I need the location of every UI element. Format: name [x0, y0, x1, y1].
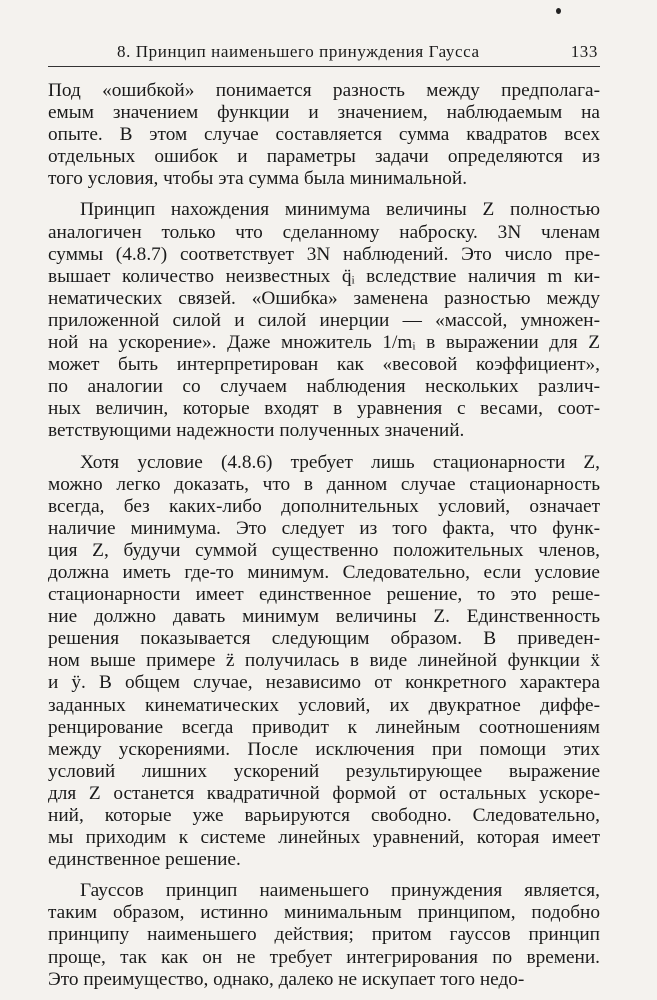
paragraph: [48, 880, 600, 990]
text-line: проще, так как он не требует интегрирования по времени.: [48, 946, 600, 968]
text-line: единственное решение.: [48, 849, 241, 871]
text-line: принципу наименьшего действия; притом гауссов принцип: [48, 924, 600, 946]
text-line: ных величин, которые входят в уравнения с весами, соот-: [48, 398, 600, 420]
text-line: стационарности имеет единственное решение, то это реше-: [48, 584, 600, 606]
text-line: между ускорениями. После исключения при помощи этих: [48, 738, 600, 760]
text-line: по аналогии со случаем наблюдения нескольких различ-: [48, 376, 600, 398]
text-line: Принцип нахождения минимума величины Z полностью: [80, 199, 600, 221]
text-line: Гауссов принцип наименьшего принуждения является,: [80, 880, 600, 902]
text-line: Это преимущество, однако, далеко не искупает того недо-: [48, 968, 525, 990]
text-line: для Z останется квадратичной формой от остальных ускоре-: [48, 782, 600, 804]
text-line: может быть интерпретирован как «весовой коэффициент»,: [48, 354, 600, 376]
text-line: ном выше примере z̈ получилась в виде линейной функции ẍ: [48, 650, 600, 672]
running-header: [48, 40, 600, 67]
text-line: мы приходим к системе линейных уравнений, которая имеет: [48, 827, 600, 849]
ink-speck: [556, 8, 561, 14]
text-line: отдельных ошибок и параметры задачи определяются из: [48, 146, 600, 168]
paragraph: [48, 80, 600, 190]
text-line: нематических связей. «Ошибка» заменена разностью между: [48, 287, 600, 309]
text-line: условий лишних ускорений результирующее выражение: [48, 760, 600, 782]
text-line: Под «ошибкой» понимается разность между предполага-: [48, 80, 600, 101]
text-line: ренцирование всегда приводит к линейным соотношениям: [48, 716, 600, 738]
text-line: опыте. В этом случае составляется сумма квадратов всех: [48, 124, 600, 146]
text-line: можно легко доказать, что в данном случае стационарность: [48, 473, 600, 495]
text-line: и ÿ. В общем случае, независимо от конкретного характера: [48, 672, 600, 694]
text-line: всегда, без каких-либо дополнительных условий, означает: [48, 495, 600, 517]
text-line: емым значением функции и значением, наблюдаемым на: [48, 102, 600, 124]
text-line: ние должно давать минимум величины Z. Единственность: [48, 606, 600, 628]
text-line: суммы (4.8.7) соответствует 3N наблюдений. Это число пре-: [48, 243, 600, 265]
text-line: ной на ускорение». Даже множитель 1/mᵢ в выражении для Z: [48, 332, 600, 354]
text-line: аналогичен только что сделанному наброску. 3N членам: [48, 221, 600, 243]
text-line: ция Z, будучи суммой существенно положительных членов,: [48, 539, 600, 561]
text-line: приложенной силой и силой инерции — «массой, умножен-: [48, 309, 600, 331]
text-line: должна иметь где-то минимум. Следовательно, если условие: [48, 561, 600, 583]
chapter-title: 8. Принцип наименьшего принуждения Гаусса: [117, 42, 480, 61]
text-line: того условия, чтобы эта сумма была минимальной.: [48, 168, 468, 190]
text-line: ветствующими надежности полученных значений.: [48, 420, 465, 442]
text-line: таким образом, истинно минимальным принципом, подобно: [48, 902, 600, 924]
body-text: [48, 80, 600, 991]
text-line: наличие минимума. Это следует из того факта, что функ-: [48, 517, 600, 539]
page-number: 133: [570, 42, 598, 61]
text-line: ний, которые уже варьируются свободно. Следовательно,: [48, 805, 600, 826]
paragraph: [48, 199, 600, 442]
text-line: Хотя условие (4.8.6) требует лишь стационарности Z,: [80, 451, 600, 473]
text-line: решения показывается следующим образом. В приведен-: [48, 628, 600, 650]
text-line: заданных кинематических условий, их двукратное диффе-: [48, 694, 600, 716]
text-line: вышает количество неизвестных q̈ᵢ вследствие наличия m ки-: [48, 265, 600, 287]
paragraph: [48, 452, 600, 872]
